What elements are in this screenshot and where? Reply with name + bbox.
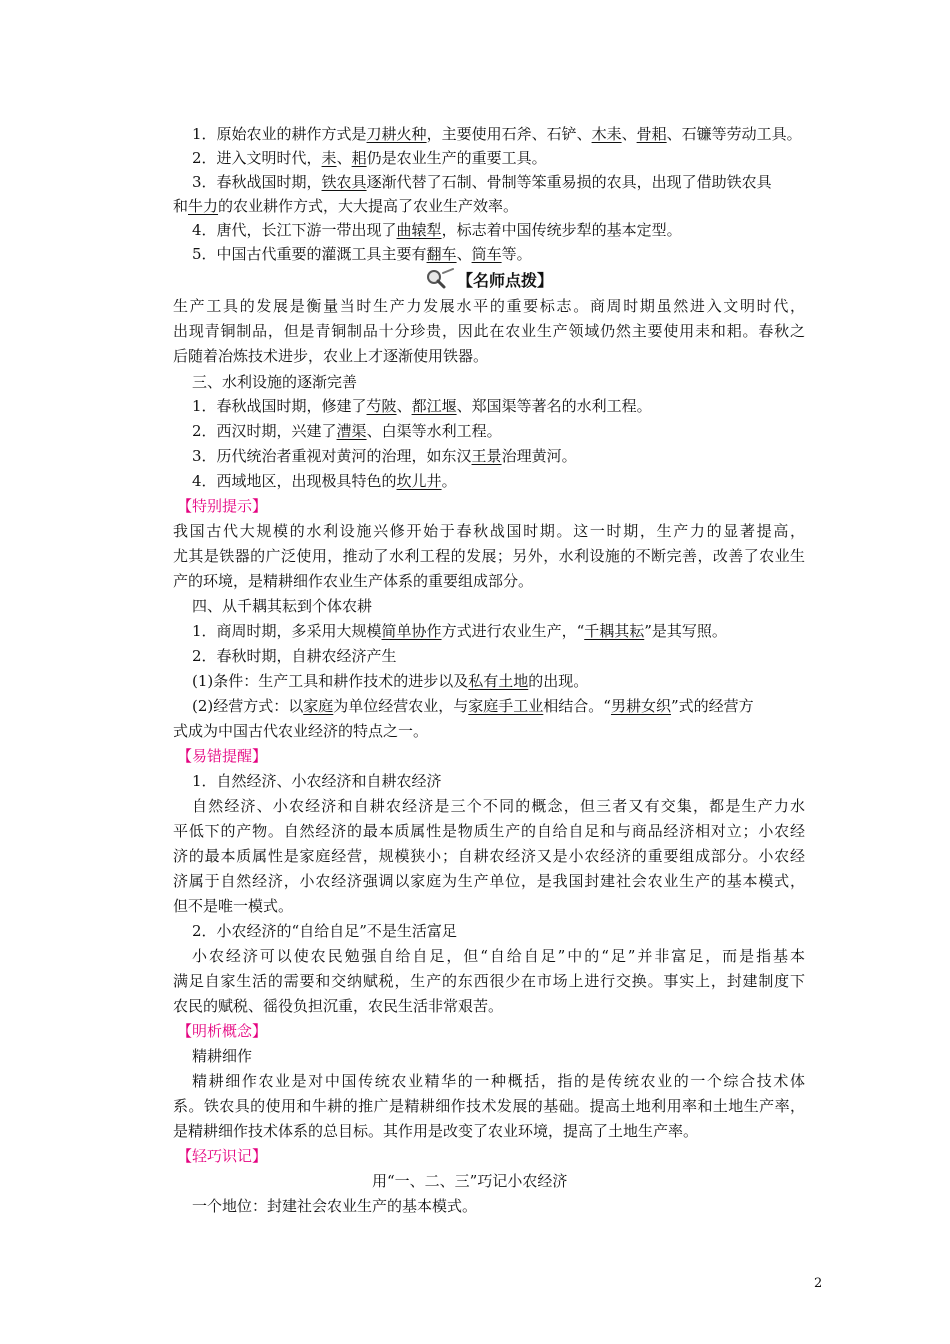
concept-line-3: 是精耕细作技术体系的总目标。其作用是改变了农业环境，提高了土地生产率。 [173, 1122, 699, 1140]
answer-underline: 家庭 [303, 697, 334, 715]
tool-item-5 [192, 244, 532, 264]
memory-line-1: 一个地位：封建社会农业生产的基本模式。 [192, 1197, 478, 1215]
answer-underline: 翻车 [426, 245, 457, 263]
error-p2-line-3: 农民的赋税、徭役负担沉重，农民生活非常艰苦。 [173, 997, 504, 1015]
answer-underline: 铁农具 [321, 173, 367, 191]
text: 相结合。“ [543, 697, 611, 715]
error-p1-line-4: 济属于自然经济，小农经济强调以家庭为生产单位，是我国封建社会农业生产的基本模式， [173, 872, 805, 890]
text: 和 [173, 197, 189, 215]
text: 等。 [501, 245, 532, 263]
text: ，主要使用石斧、石铲、 [426, 125, 592, 143]
answer-underline: 王景 [471, 447, 502, 465]
tip-heading-text: 【名师点拨】 [457, 271, 554, 290]
tool-item-1 [192, 124, 802, 144]
text: 1．商周时期，多采用大规模 [192, 622, 382, 640]
error-point-1-title: 1．自然经济、小农经济和自耕农经济 [192, 772, 442, 790]
text: 仍是农业生产的重要工具。 [366, 149, 547, 167]
answer-underline: 都江堰 [411, 397, 457, 415]
tool-item-2 [192, 148, 547, 168]
water-item-4 [192, 471, 457, 491]
tip-line-2: 出现青铜制品，但是青铜制品十分珍贵，因此在农业生产领域仍然主要使用耒和耜。春秋之 [173, 322, 805, 340]
error-p1-line-5: 但不是唯一模式。 [173, 897, 294, 915]
answer-underline: 耒 [321, 149, 337, 167]
text: 1．原始农业的耕作方式是 [192, 125, 367, 143]
answer-underline: 芍陂 [366, 397, 397, 415]
tool-item-4 [192, 220, 682, 240]
memory-title: 用“一、二、三”巧记小农经济 [372, 1172, 568, 1190]
error-p2-line-2: 满足自家生活的需要和交纳赋税，生产的东西很少在市场上进行交换。事实上，封建制度下 [173, 972, 805, 990]
text: 、石镰等劳动工具。 [666, 125, 802, 143]
answer-underline: 骨耜 [636, 125, 667, 143]
text: (2)经营方式：以 [192, 697, 304, 715]
text: 3．历代统治者重视对黄河的治理，如东汉 [192, 447, 472, 465]
farming-mode-cont: 式成为中国古代农业经济的特点之一。 [173, 722, 429, 740]
error-p1-line-1: 自然经济、小农经济和自耕农经济是三个不同的概念，但三者又有交集，都是生产力水 [192, 797, 805, 815]
concept-line-2: 系。铁农具的使用和牛耕的推广是精耕细作技术发展的基础。提高土地利用率和土地生产率， [173, 1097, 805, 1115]
text: 的农业耕作方式，大大提高了农业生产效率。 [218, 197, 519, 215]
text: 。 [441, 472, 457, 490]
text: ，标志着中国传统步犁的基本定型。 [441, 221, 682, 239]
water-item-1 [192, 396, 652, 416]
text: 、 [621, 125, 637, 143]
text: 1．春秋战国时期，修建了 [192, 397, 367, 415]
answer-underline: 耜 [351, 149, 367, 167]
answer-underline: 男耕女织 [610, 697, 671, 715]
error-p2-line-1: 小农经济可以使农民勉强自给自足，但“自给自足”中的“足”并非富足，而是指基本 [192, 947, 805, 965]
tip-line-1: 生产工具的发展是衡量当时生产力发展水平的重要标志。商周时期虽然进入文明时代， [173, 297, 805, 315]
farming-mode [192, 696, 754, 716]
answer-underline: 坎儿井 [396, 472, 442, 490]
text: 逐渐代替了石制、骨制等笨重易损的农具，出现了借助铁农具 [366, 173, 772, 191]
tool-item-3-cont [173, 196, 518, 216]
text: 、 [456, 245, 472, 263]
farming-condition [192, 671, 588, 691]
text: ”式的经营方 [670, 697, 754, 715]
concept-tag: 【明析概念】 [177, 1022, 268, 1040]
text: 的出现。 [528, 672, 589, 690]
answer-underline: 刀耕火种 [366, 125, 427, 143]
answer-underline: 木耒 [591, 125, 622, 143]
text: 、白渠等水利工程。 [366, 422, 502, 440]
answer-underline: 牛力 [188, 197, 219, 215]
water-item-3 [192, 446, 577, 466]
answer-underline: 简单协作 [381, 622, 442, 640]
answer-underline: 曲辕犁 [396, 221, 442, 239]
magnifier-pen-icon [425, 268, 455, 295]
special-line-2: 尤其是铁器的广泛使用，推动了水利工程的发展；另外，水利设施的不断完善，改善了农业生 [173, 547, 805, 565]
tip-line-3: 后随着冶炼技术进步，农业上才逐渐使用铁器。 [173, 347, 489, 365]
page-number: 2 [814, 1276, 823, 1291]
section-3-title: 三、水利设施的逐渐完善 [192, 373, 358, 391]
text: 4．唐代，长江下游一带出现了 [192, 221, 397, 239]
error-p1-line-2: 平低下的产物。自然经济的最本质属性是物质生产的自给自足和与商品经济相对立；小农经 [173, 822, 805, 840]
tool-item-3 [192, 172, 772, 192]
text: 为单位经营农业，与 [333, 697, 469, 715]
special-line-3: 产的环境，是精耕细作农业生产体系的重要组成部分。 [173, 572, 534, 590]
text: 、郑国渠等著名的水利工程。 [456, 397, 652, 415]
farming-item-1 [192, 621, 727, 641]
answer-underline: 千耦其耘 [584, 622, 645, 640]
text: 4．西域地区，出现极具特色的 [192, 472, 397, 490]
error-point-2-title: 2．小农经济的“自给自足”不是生活富足 [192, 922, 457, 940]
farming-item-2: 2．春秋时期，自耕农经济产生 [192, 647, 397, 665]
concept-line-1: 精耕细作农业是对中国传统农业精华的一种概括，指的是传统农业的一个综合技术体 [192, 1072, 805, 1090]
special-line-1: 我国古代大规模的水利设施兴修开始于春秋战国时期。这一时期，生产力的显著提高， [173, 522, 805, 540]
special-tip-tag: 【特别提示】 [177, 497, 268, 515]
answer-underline: 筒车 [471, 245, 502, 263]
concept-title: 精耕细作 [192, 1047, 253, 1065]
text: 方式进行农业生产，“ [441, 622, 585, 640]
answer-underline: 私有土地 [468, 672, 529, 690]
text: 治理黄河。 [501, 447, 577, 465]
text: (1)条件：生产工具和耕作技术的进步以及 [192, 672, 469, 690]
water-item-2 [192, 421, 502, 441]
answer-underline: 漕渠 [336, 422, 367, 440]
text: ”是其写照。 [644, 622, 727, 640]
error-tip-tag: 【易错提醒】 [177, 747, 268, 765]
error-p1-line-3: 济的最本质属性是家庭经营，规模狭小；自耕农经济又是小农经济的重要组成部分。小农经 [173, 847, 805, 865]
text: 2．西汉时期，兴建了 [192, 422, 337, 440]
text: 3．春秋战国时期， [192, 173, 322, 191]
text: 2．进入文明时代， [192, 149, 322, 167]
memory-tag: 【轻巧识记】 [177, 1147, 268, 1165]
section-4-title: 四、从千耦其耘到个体农耕 [192, 597, 373, 615]
text: 、 [396, 397, 412, 415]
answer-underline: 家庭手工业 [468, 697, 544, 715]
text: 5．中国古代重要的灌溉工具主要有 [192, 245, 427, 263]
text: 、 [336, 149, 352, 167]
tip-heading [425, 268, 553, 295]
